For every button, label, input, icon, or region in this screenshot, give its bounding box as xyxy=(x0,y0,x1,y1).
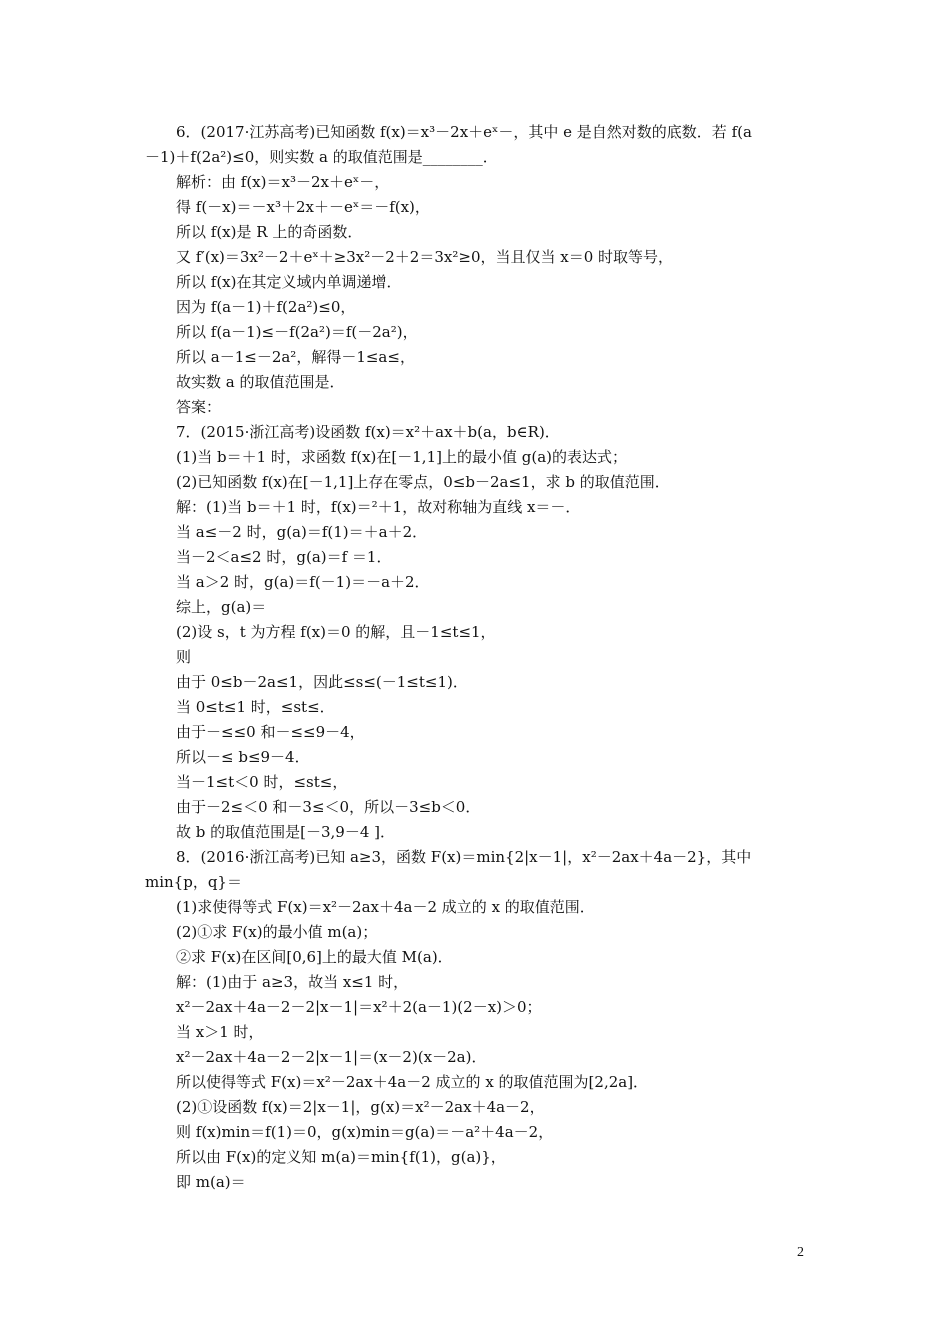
page-number: 2 xyxy=(797,1245,804,1260)
text-line: 解：(1)由于 a≥3，故当 x≤1 时， xyxy=(176,973,409,991)
text-line: x²－2ax＋4a－2－2|x－1|＝x²＋2(a－1)(2－x)＞0； xyxy=(176,998,542,1016)
text-line: 得 f(－x)＝－x³＋2x＋－eˣ＝－f(x)， xyxy=(176,198,430,216)
text-line: (2)设 s，t 为方程 f(x)＝0 的解，且－1≤t≤1， xyxy=(176,623,496,641)
text-line: 当－2＜a≤2 时，g(a)＝f ＝1． xyxy=(176,548,392,566)
text-line: 由于－2≤＜0 和－3≤＜0，所以－3≤b＜0． xyxy=(176,798,481,816)
document-body xyxy=(145,120,815,1195)
text-line: 则 f(x)min＝f(1)＝0，g(x)min＝g(a)＝－a²＋4a－2， xyxy=(176,1123,554,1141)
text-line: 解析：由 f(x)＝x³－2x＋eˣ－， xyxy=(176,173,390,191)
text-line: 所以 f(x)是 R 上的奇函数． xyxy=(176,223,363,241)
text-line: 又 f′(x)＝3x²－2＋eˣ＋≥3x²－2＋2＝3x²≥0，当且仅当 x＝0 时取等号， xyxy=(176,248,674,266)
text-line: 当 a≤－2 时，g(a)＝f(1)＝＋a＋2． xyxy=(176,523,428,541)
text-line: 所以 a－1≤－2a²，解得－1≤a≤， xyxy=(176,348,415,366)
text-line: (2)①求 F(x)的最小值 m(a)； xyxy=(176,923,378,941)
text-line: 所以 f(x)在其定义域内单调递增． xyxy=(176,273,402,291)
text-line: 答案： xyxy=(176,398,222,416)
text-line: (2)已知函数 f(x)在[－1,1]上存在零点，0≤b－2a≤1，求 b 的取值范围． xyxy=(176,473,670,491)
text-line: (1)求使得等式 F(x)＝x²－2ax＋4a－2 成立的 x 的取值范围． xyxy=(176,898,595,916)
text-line: 故实数 a 的取值范围是． xyxy=(176,373,345,391)
text-line: 6．(2017·江苏高考)已知函数 f(x)＝x³－2x＋eˣ－，其中 e 是自然对数的底数．若 f(a xyxy=(176,123,752,141)
text-line: 即 m(a)＝ xyxy=(176,1173,246,1191)
text-line: 当 a＞2 时，g(a)＝f(－1)＝－a＋2． xyxy=(176,573,430,591)
text-line: 当 x＞1 时， xyxy=(176,1023,264,1041)
text-line: 当－1≤t＜0 时，≤st≤， xyxy=(176,773,348,791)
text-line: －1)＋f(2a²)≤0，则实数 a 的取值范围是________． xyxy=(145,148,498,166)
text-line: x²－2ax＋4a－2－2|x－1|＝(x－2)(x－2a)． xyxy=(176,1048,487,1066)
text-line: 解：(1)当 b＝＋1 时，f(x)＝²＋1，故对称轴为直线 x＝－． xyxy=(176,498,581,516)
text-line: 所以使得等式 F(x)＝x²－2ax＋4a－2 成立的 x 的取值范围为[2,2a]． xyxy=(176,1073,649,1091)
text-line: 所以由 F(x)的定义知 m(a)＝min{f(1)，g(a)}， xyxy=(176,1148,506,1166)
text-line: 因为 f(a－1)＋f(2a²)≤0， xyxy=(176,298,356,316)
text-line: 由于－≤≤0 和－≤≤9－4， xyxy=(176,723,365,741)
text-line: 则 xyxy=(176,648,192,666)
text-line: 所以－≤ b≤9－4． xyxy=(176,748,310,766)
text-line: 故 b 的取值范围是[－3,9－4 ]． xyxy=(176,823,396,841)
text-line: 8．(2016·浙江高考)已知 a≥3，函数 F(x)＝min{2|x－1|，x²－2ax＋4a－2}，其中 xyxy=(176,848,752,866)
text-line: 所以 f(a－1)≤－f(2a²)＝f(－2a²)， xyxy=(176,323,418,341)
text-line: ②求 F(x)在区间[0,6]上的最大值 M(a)． xyxy=(176,948,453,966)
text-line: 当 0≤t≤1 时，≤st≤． xyxy=(176,698,335,716)
text-line: 综上，g(a)＝ xyxy=(176,598,267,616)
text-line: 7．(2015·浙江高考)设函数 f(x)＝x²＋ax＋b(a，b∈R)． xyxy=(176,423,560,441)
text-line: 由于 0≤b－2a≤1，因此≤s≤(－1≤t≤1)． xyxy=(176,673,468,691)
text-line: (2)①设函数 f(x)＝2|x－1|，g(x)＝x²－2ax＋4a－2， xyxy=(176,1098,545,1116)
text-line: (1)当 b＝＋1 时，求函数 f(x)在[－1,1]上的最小值 g(a)的表达式； xyxy=(176,448,627,466)
text-line: min{p，q}＝ xyxy=(145,873,242,891)
